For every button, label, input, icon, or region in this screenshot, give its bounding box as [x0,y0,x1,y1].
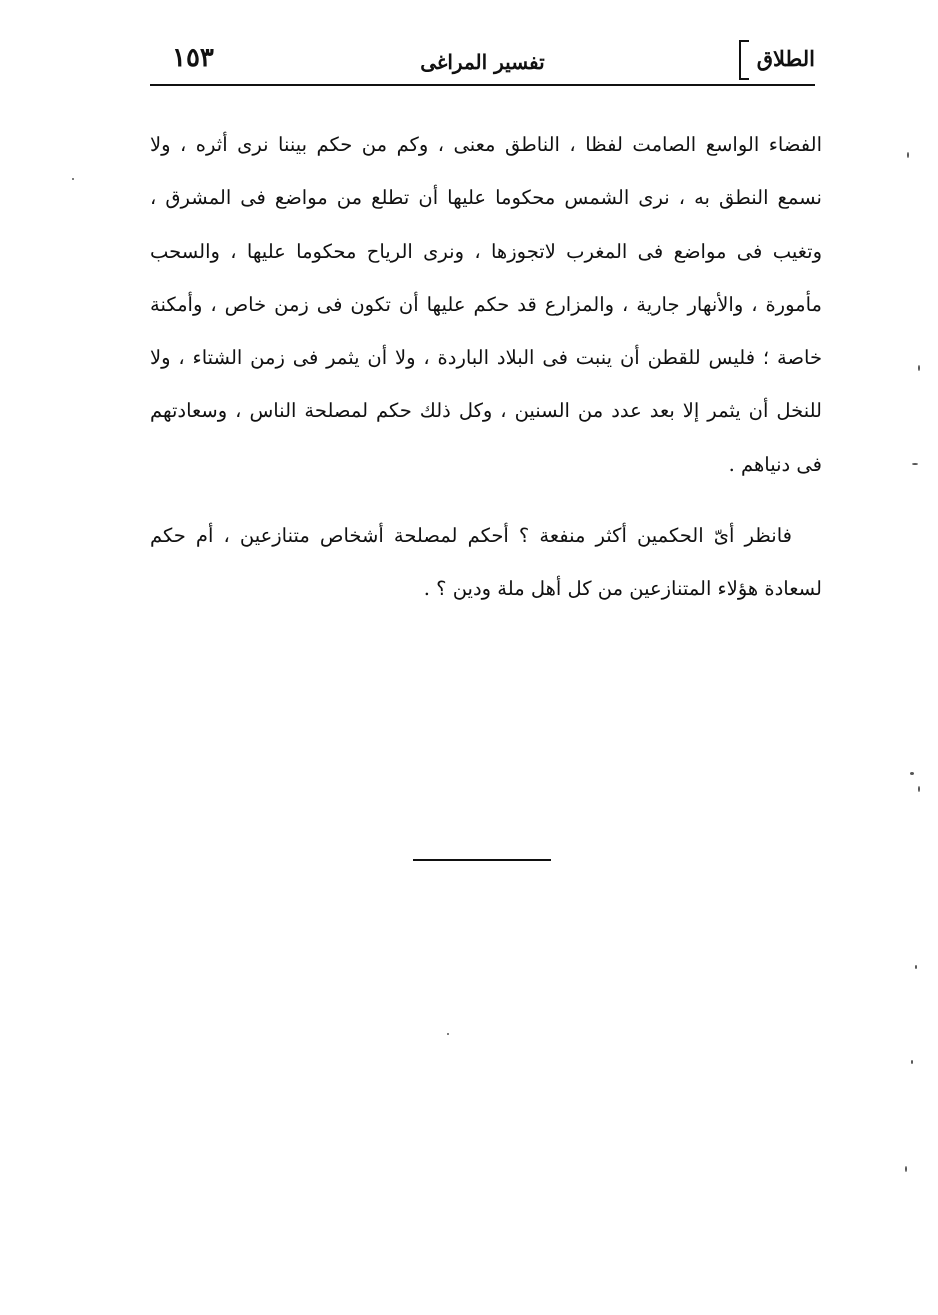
scan-speck [910,772,914,775]
scan-speck [907,152,909,158]
running-head-book-title: تفسير المراغى [420,50,545,74]
scan-speck [905,1166,907,1172]
scan-speck [447,1033,449,1035]
section-title: الطلاق [756,46,815,71]
scan-speck [918,786,920,792]
scan-speck [911,1060,913,1064]
header-rule [150,84,815,86]
footer-divider [413,859,551,861]
paragraph-2: فانظر أىّ الحكمين أكثر منفعة ؟ أحكم لمصلحة أشخاص متنازعين ، أم حكم لسعادة هؤلاء المتنازعين من كل أهل ملة ودين ؟ . [150,524,822,601]
scan-speck [918,365,920,371]
page-header [150,38,815,86]
page-number: ١٥٣ [172,43,214,73]
scan-speck [912,463,918,465]
body-text [150,118,822,616]
scan-speck [915,965,917,969]
scan-speck [72,178,74,180]
paragraph-1: الفضاء الواسع الصامت لفظا ، الناطق معنى ، وكم من حكم بيننا نرى أثره ، ولا نسمع النطق به ، نرى الشمس محكوما عليها أن تطلع من مواضع فى المشرق ، وتغيب فى مواضع فى المغرب لاتجوزها ، ونرى الرياح محكوما عليها ، والسحب مأمورة ، والأنهار جارية ، والمزارع قد حكم عليها أن تكون فى زمن خاص ، وأمكنة خاصة ؛ فليس للقطن أن ينبت فى البلاد الباردة ، ولا أن يثمر فى زمن الشتاء ، ولا للنخل أن يثمر إلا بعد عدد من السنين ، وكل ذلك حكم لمصلحة الناس ، وسعادتهم فى دنياهم . [150,133,822,476]
